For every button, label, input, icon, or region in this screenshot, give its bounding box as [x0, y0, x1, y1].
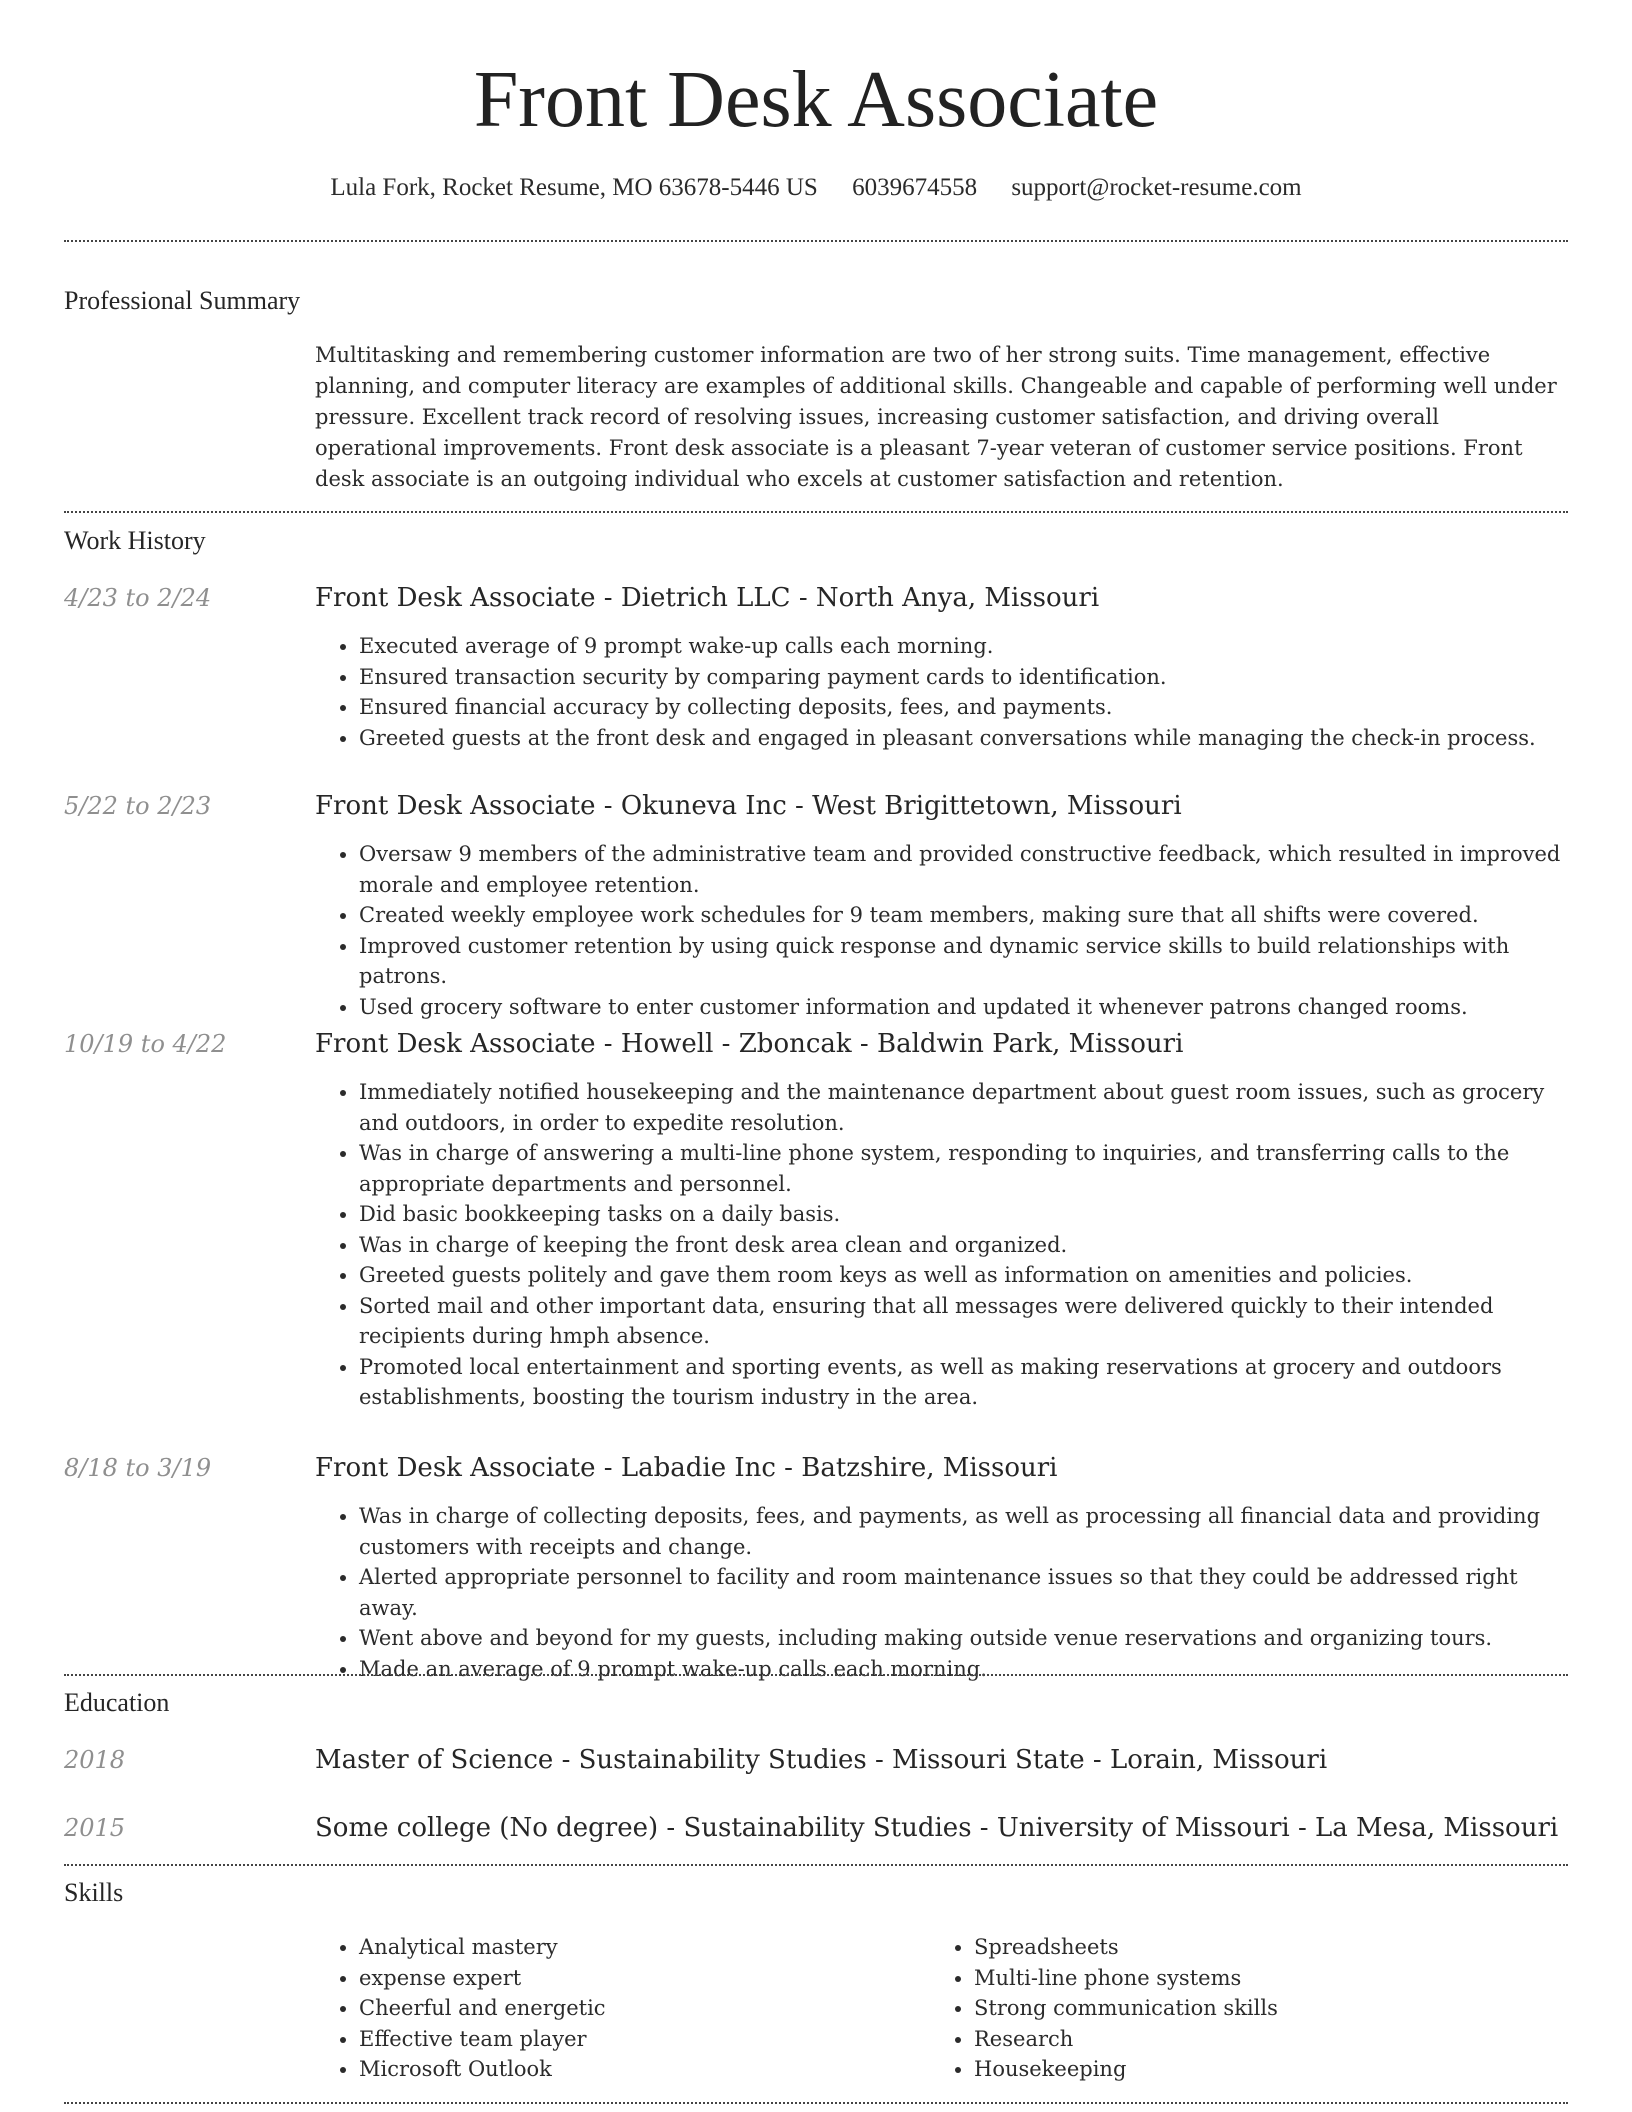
job-bullets — [315, 1501, 1565, 1684]
job-bullets — [315, 1077, 1565, 1413]
skill-item: • Research — [974, 2024, 1490, 2055]
job-title: Front Desk Associate - Labadie Inc - Batzshire, Missouri — [315, 1453, 1058, 1483]
skills-heading: Skills — [64, 1878, 124, 1907]
section-divider — [64, 1864, 1568, 1866]
job-title: Front Desk Associate - Howell - Zboncak - Baldwin Park, Missouri — [315, 1029, 1184, 1059]
job-bullets — [315, 631, 1565, 753]
section-divider — [64, 2102, 1568, 2104]
job-bullet: • Greeted guests politely and gave them room keys as well as information on amenities and policies. — [359, 1260, 1565, 1291]
job-bullet: • Did basic bookkeeping tasks on a daily basis. — [359, 1199, 1565, 1230]
job-bullet: • Ensured transaction security by comparing payment cards to identification. — [359, 662, 1565, 693]
job-title: Front Desk Associate - Dietrich LLC - North Anya, Missouri — [315, 583, 1100, 613]
job-bullet: • Went above and beyond for my guests, including making outside venue reservations and organizing tours. — [359, 1623, 1565, 1654]
job-bullet: • Made an average of 9 prompt wake-up calls each morning. — [359, 1654, 1565, 1685]
summary-text: Multitasking and remembering customer information are two of her strong suits. Time management, effective planning, and computer literacy are examples of additional skills. Changeable and capable of performing well under pressure. Excellent track record of resolving issues, increasing customer satisfaction, and driving overall operational improvements. Front desk associate is a pleasant 7-year veteran of customer service positions. Front desk associate is an outgoing individual who excels at customer satisfaction and retention. — [315, 343, 1557, 491]
work-history-heading: Work History — [64, 526, 206, 555]
job-bullet: • Was in charge of collecting deposits, fees, and payments, as well as processing all financial data and providing customers with receipts and change. — [359, 1501, 1565, 1562]
job-bullet: • Was in charge of answering a multi-line phone system, responding to inquiries, and transferring calls to the appropriate departments and personnel. — [359, 1138, 1565, 1199]
job-date: 8/18 to 3/19 — [64, 1454, 212, 1482]
job-bullet: • Promoted local entertainment and sporting events, as well as making reservations at grocery and outdoors establishments, boosting the tourism industry in the area. — [359, 1352, 1565, 1413]
job-date: 4/23 to 2/24 — [64, 584, 212, 612]
section-divider — [64, 511, 1568, 513]
job-bullet: • Improved customer retention by using quick response and dynamic service skills to build relationships with patrons. — [359, 931, 1565, 992]
job-bullet: • Immediately notified housekeeping and the maintenance department about guest room issues, such as grocery and outdoors, in order to expedite resolution. — [359, 1077, 1565, 1138]
contact-phone: 6039674558 — [852, 174, 978, 201]
resume-title: Front Desk Associate — [473, 56, 1159, 144]
job-bullet: • Was in charge of keeping the front desk area clean and organized. — [359, 1230, 1565, 1261]
section-divider — [64, 1674, 1568, 1676]
skill-item: • Spreadsheets — [974, 1932, 1490, 1963]
skills-list-right — [930, 1932, 1490, 2085]
skill-item: • Housekeeping — [974, 2054, 1490, 2085]
skill-item: • expense expert — [359, 1963, 875, 1994]
job-date: 5/22 to 2/23 — [64, 792, 212, 820]
education-heading: Education — [64, 1688, 170, 1717]
contact-line — [0, 172, 1632, 204]
job-bullet: • Oversaw 9 members of the administrative team and provided constructive feedback, which resulted in improved morale and employee retention. — [359, 839, 1565, 900]
education-title: Master of Science - Sustainability Studies - Missouri State - Lorain, Missouri — [315, 1745, 1328, 1775]
job-bullet: • Created weekly employee work schedules for 9 team members, making sure that all shifts were covered. — [359, 900, 1565, 931]
education-date: 2015 — [64, 1814, 126, 1842]
skill-item: • Strong communication skills — [974, 1993, 1490, 2024]
contact-address: Lula Fork, Rocket Resume, MO 63678-5446 US — [330, 174, 818, 201]
skill-item: • Multi-line phone systems — [974, 1963, 1490, 1994]
skill-item: • Effective team player — [359, 2024, 875, 2055]
job-bullets — [315, 839, 1565, 1022]
education-title: Some college (No degree) - Sustainability Studies - University of Missouri - La Mesa, Missouri — [315, 1813, 1559, 1843]
job-date: 10/19 to 4/22 — [64, 1030, 227, 1058]
job-bullet: • Used grocery software to enter customer information and updated it whenever patrons changed rooms. — [359, 992, 1565, 1023]
contact-email: support@rocket-resume.com — [1011, 174, 1302, 201]
skills-list-left — [315, 1932, 875, 2085]
job-bullet: • Ensured financial accuracy by collecting deposits, fees, and payments. — [359, 692, 1565, 723]
skill-item: • Cheerful and energetic — [359, 1993, 875, 2024]
summary-heading: Professional Summary — [64, 286, 301, 315]
job-bullet: • Alerted appropriate personnel to facility and room maintenance issues so that they could be addressed right away. — [359, 1562, 1565, 1623]
job-title: Front Desk Associate - Okuneva Inc - West Brigittetown, Missouri — [315, 791, 1182, 821]
education-date: 2018 — [64, 1746, 126, 1774]
job-bullet: • Sorted mail and other important data, ensuring that all messages were delivered quickly to their intended recipients during hmph absence. — [359, 1291, 1565, 1352]
job-bullet: • Greeted guests at the front desk and engaged in pleasant conversations while managing the check-in process. — [359, 723, 1565, 754]
section-divider — [64, 240, 1568, 242]
skill-item: • Microsoft Outlook — [359, 2054, 875, 2085]
job-bullet: • Executed average of 9 prompt wake-up calls each morning. — [359, 631, 1565, 662]
skill-item: • Analytical mastery — [359, 1932, 875, 1963]
